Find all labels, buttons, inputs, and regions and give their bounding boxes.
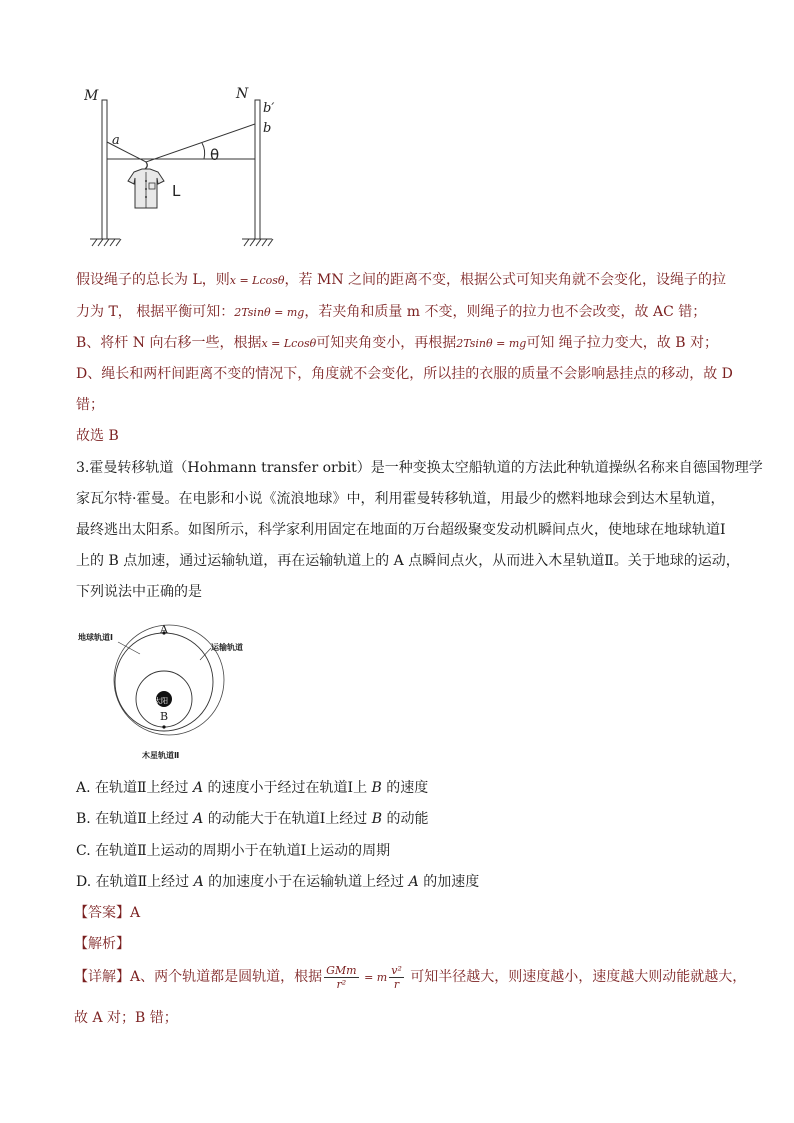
ground-left <box>90 239 121 246</box>
label-sun: 太阳 <box>154 697 168 705</box>
option-text: 的加速度小于在运输轨道上经过 <box>203 874 409 890</box>
option-text: 的动能 <box>382 811 429 827</box>
option-text: D. 在轨道Ⅱ上经过 <box>76 874 194 890</box>
pole-m <box>102 100 107 239</box>
option-text: 的加速度 <box>418 874 480 890</box>
label-b: b <box>263 121 272 136</box>
solution-text: ，若夹角和质量 m 不变，则绳子的拉力也不会改变，故 AC 错； <box>304 304 707 320</box>
label-transfer-orbit: 运输轨道 <box>211 643 243 652</box>
question-3-line-5: 下列说法中正确的是 <box>76 584 202 600</box>
theta-arc <box>202 143 205 159</box>
label-earth-orbit: 地球轨道Ⅰ <box>78 633 113 642</box>
solution-text: 可知 绳子拉力变大，故 B 对； <box>526 335 718 351</box>
option-var: B <box>371 780 382 796</box>
option-c <box>76 841 390 861</box>
fraction-denominator: r <box>393 977 400 991</box>
question-3-line-2: 家瓦尔特·霍曼。在电影和小说《流浪地球》中，利用霍曼转移轨道，用最少的燃料地球会到达木星轨道， <box>76 491 725 507</box>
option-var: A <box>193 874 204 890</box>
analysis-heading: 【解析】 <box>74 936 130 952</box>
label-a: A <box>160 624 168 636</box>
question-3-line-4: 上的 B 点加速，通过运输轨道，再在运输轨道上的 A 点瞬间点火，从而进入木星轨道Ⅱ。关于地球的运动， <box>76 553 740 569</box>
option-text: 的动能大于在轨道Ⅰ上经过 <box>203 811 372 827</box>
label-theta: θ <box>210 146 220 164</box>
option-text: 的速度小于经过在轨道Ⅰ上 <box>203 780 372 796</box>
solution-line-3 <box>76 333 718 354</box>
solution-text: 力为 T， 根据平衡可知： <box>76 304 235 320</box>
option-var: B <box>371 811 383 827</box>
formula-tension: 2Tsinθ = mg <box>234 306 305 319</box>
fraction-gmm-r2 <box>324 964 358 991</box>
option-var: A <box>408 874 419 890</box>
label-m: M <box>84 88 99 104</box>
rope-poles-figure <box>84 86 284 254</box>
solution-line-1 <box>76 270 726 291</box>
option-text: 的速度 <box>381 780 429 796</box>
label-l: L <box>172 182 181 200</box>
option-var: A <box>193 811 204 827</box>
equals-m: = m <box>360 971 388 984</box>
orbit-figure <box>74 624 264 766</box>
detail-line-1 <box>74 962 746 993</box>
option-b <box>76 809 428 829</box>
shirt-icon <box>128 169 164 208</box>
label-jupiter-orbit: 木星轨道Ⅱ <box>142 751 180 760</box>
solution-text: B、将杆 N 向右移一些，根据 <box>76 335 262 351</box>
fraction-numerator: GMm <box>326 963 357 977</box>
detail-line-2: 故 A 对；B 错； <box>74 1010 178 1026</box>
option-d <box>76 872 479 892</box>
pole-n <box>255 100 260 239</box>
solution-text: ，若 MN 之间的距离不变，根据公式可知夹角就不会变化，设绳子的拉 <box>284 272 727 288</box>
rope <box>107 124 255 162</box>
fraction-denominator: r² <box>336 977 347 991</box>
question-3-line-1: 3.霍曼转移轨道（Hohmann transfer orbit）是一种变换太空船轨道的方法此种轨道操纵名称来自德国物理学 <box>76 460 763 476</box>
label-a: a <box>112 133 120 148</box>
fraction-numerator: v² <box>391 963 402 977</box>
solution-line-4: D、绳长和两杆间距离不变的情况下，角度就不会变化，所以挂的衣服的质量不会影响悬挂点的移动，故 D <box>76 366 733 382</box>
option-text: C. 在轨道Ⅱ上运动的周期小于在轨道Ⅰ上运动的周期 <box>76 843 391 859</box>
ground-right <box>242 239 273 246</box>
question-3-line-3: 最终逃出太阳系。如图所示，科学家利用固定在地面的万台超级聚变发动机瞬间点火，使地球在地球轨道Ⅰ <box>76 522 726 538</box>
option-text: B. 在轨道Ⅱ上经过 <box>76 811 194 827</box>
option-text: A. 在轨道Ⅱ上经过 <box>76 780 193 796</box>
formula-x-lcos: x = Lcosθ <box>261 337 317 350</box>
jupiter-orbit <box>114 625 224 735</box>
formula-x-lcos: x = Lcosθ <box>229 274 285 287</box>
solution-line-6: 故选 B <box>76 428 119 444</box>
solution-text: 可知夹角变小，再根据 <box>316 335 457 351</box>
option-a <box>76 778 428 798</box>
formula-tension: 2Tsinθ = mg <box>456 337 527 350</box>
label-b: B <box>160 710 169 723</box>
label-n: N <box>236 86 249 102</box>
detail-text: 【详解】A、两个轨道都是圆轨道，根据 <box>74 969 323 985</box>
solution-line-2 <box>76 302 706 323</box>
solution-text: 假设绳子的总长为 L，则 <box>76 272 230 288</box>
point-b <box>162 725 165 728</box>
option-var: A <box>192 780 204 796</box>
answer: 【答案】A <box>74 905 141 921</box>
fraction-v2-r <box>389 964 404 991</box>
detail-text: 可知半径越大，则速度越小，速度越大则动能就越大， <box>405 969 747 985</box>
solution-line-5: 错； <box>76 397 104 413</box>
hanger-hook <box>145 162 147 169</box>
label-b-prime: b′ <box>263 101 275 116</box>
